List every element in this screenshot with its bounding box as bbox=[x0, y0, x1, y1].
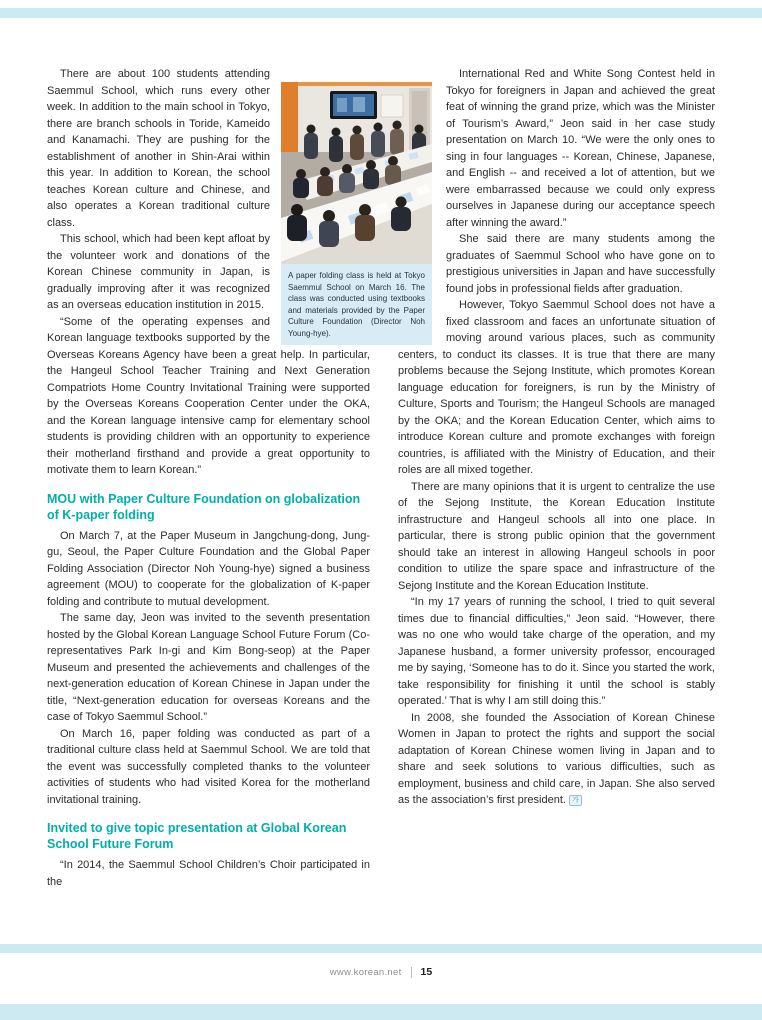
paragraph-text: In 2008, she founded the Association of Korean Chinese Women in Japan to protect the rights and support the social adaptation of Korean Chinese women living in Japan and to share and seek solutions to various difficulties, such as employment, business and child care, in Japan. She also served as the association’s first president. bbox=[398, 711, 715, 806]
paragraph: There are many opinions that it is urgent to centralize the use of the Sejong Institute, the Korean Education Institute infrastructure and Hangeul schools all into one place. In particular, there is strong public opinion that the government should take an interest in allowing Hangeul schools in poor condition to utilize the spare space and infrastructure of the Sejong Institute and the Korean Education Institute. bbox=[398, 480, 715, 592]
footer-url: www.korean.net bbox=[329, 966, 402, 978]
paragraph: This school, which had been kept afloat by the volunteer work and donations of the Korean Chinese community in Japan, is gradually improving after it was recognized as an overseas education institution in 2015. bbox=[47, 233, 270, 311]
article-body bbox=[47, 66, 715, 944]
paragraph: International Red and White Song Contest held in Tokyo for foreigners in Japan and achieved the great feat of winning the grand prize, which was the Minister of Tourism’s Award,” Jeon said in her case study presentation on March 10. “We were the only ones to sing in four languages -- Korean, Chinese, Japanese, and English -- and received a lot of attention, but we were embarrassed because we could only express ourselves in Japanese during our acceptance speech after winning the award.” bbox=[446, 68, 715, 229]
paragraph: On March 16, paper folding was conducted as part of a traditional culture class held at Saemmul School. We are told that the event was successfully completed thanks to the volunteer activities of students who had visited Korea for the motherland invitational training. bbox=[47, 727, 370, 806]
tv-screen bbox=[330, 91, 377, 119]
paragraph: On March 7, at the Paper Museum in Jangchung-dong, Jung-gu, Seoul, the Paper Culture Foundation and the Global Paper Folding Association (Director Noh Young-hye) signed a business agreement (MOU) to cooperate for the globalization of K-paper folding and contribute to mutual development. bbox=[47, 529, 370, 608]
paragraph: “In my 17 years of running the school, I tried to quit several times due to financial difficulties,” Jeon said. “However, there was no one who would take charge of the operation, and my Japanese husband, a former university professor, encouraged me by saying, ‘Someone has to do it. Since you started the work, take responsibility for finishing it until the school is stably operated.’ That is why I am still doing this.” bbox=[398, 596, 715, 707]
photo-caption: A paper folding class is held at Tokyo Saemmul School on March 16. The class was conducted using textbooks and materials provided by the Paper Culture Foundation (Director Noh Young-hye). bbox=[281, 264, 432, 345]
top-accent-bar bbox=[0, 8, 762, 18]
classroom-photo-illustration bbox=[281, 82, 432, 264]
section-heading-mou: MOU with Paper Culture Foundation on globalization of K-paper folding bbox=[47, 491, 361, 522]
paragraph bbox=[398, 710, 715, 809]
article-photo-block bbox=[281, 82, 432, 345]
paragraph: However, Tokyo Saemmul School does not have a fixed classroom and faces an unfortunate situation of moving around various places, such as community centers, to conduct its classes. It is true that there are many problems because the Sejong Institute, which promotes Korean language education for foreigners, is run by the Ministry of Culture, Sports and Tourism; the Hangeul Schools are managed by the OKA; and the Korean Education Center, which aims to introduce Korean culture and promote exchanges with foreign countries, is affiliated with the Ministry of Education, and their roles are all mixed together. bbox=[398, 299, 715, 476]
paragraph: There are about 100 students attending Saemmul School, which runs every other week. In addition to the main school in Tokyo, there are branch schools in Toride, Kameido and Kanamachi. They are pushing for the establishment of another in Shin-Arai within this year. In addition to Korean, the school teaches Korean culture and Chinese, and also operates a Korean traditional culture class. bbox=[47, 68, 270, 229]
right-column bbox=[398, 66, 715, 944]
paragraph: She said there are many students among the graduates of Saemmul School who have gone on to prestigious universities in Japan and have successfully found jobs in professional fields after graduation. bbox=[446, 233, 715, 295]
footer-divider bbox=[411, 967, 412, 978]
page-number: 15 bbox=[420, 966, 433, 978]
paragraph: “In 2014, the Saemmul School Children’s Choir participated in the bbox=[47, 859, 370, 888]
koreannet-end-mark: 가 bbox=[569, 795, 582, 806]
footer-accent-bar bbox=[0, 944, 762, 953]
paragraph: The same day, Jeon was invited to the seventh presentation hosted by the Global Korean Language School Future Forum (Co-representatives Park In-gi and Kim Bong-seop) at the Paper Museum and presented the achievements and challenges of the next-generation education of Korean Chinese in Japan under the title, “Next-generation education for overseas Koreans and the case of Tokyo Saemmul School.” bbox=[47, 612, 370, 723]
page-footer bbox=[0, 966, 762, 978]
classroom-photo bbox=[281, 82, 432, 264]
section-heading-forum: Invited to give topic presentation at Global Korean School Future Forum bbox=[47, 821, 347, 851]
bottom-accent-bar bbox=[0, 1004, 762, 1020]
paragraph: “Some of the operating expenses and Korean language textbooks supported by the Overseas Koreans Agency have been a great help. In particular, the Hangeul School Teacher Training and Next Generation Compatriots Home Country Invitational Training were supported by the Overseas Koreans Cooperation Center under the OKA, and the Korean language intensive camp for elementary school students is providing children with an opportunity to experience their motherland firsthand and provide a great opportunity to motivate them to learn Korean.” bbox=[47, 315, 370, 476]
